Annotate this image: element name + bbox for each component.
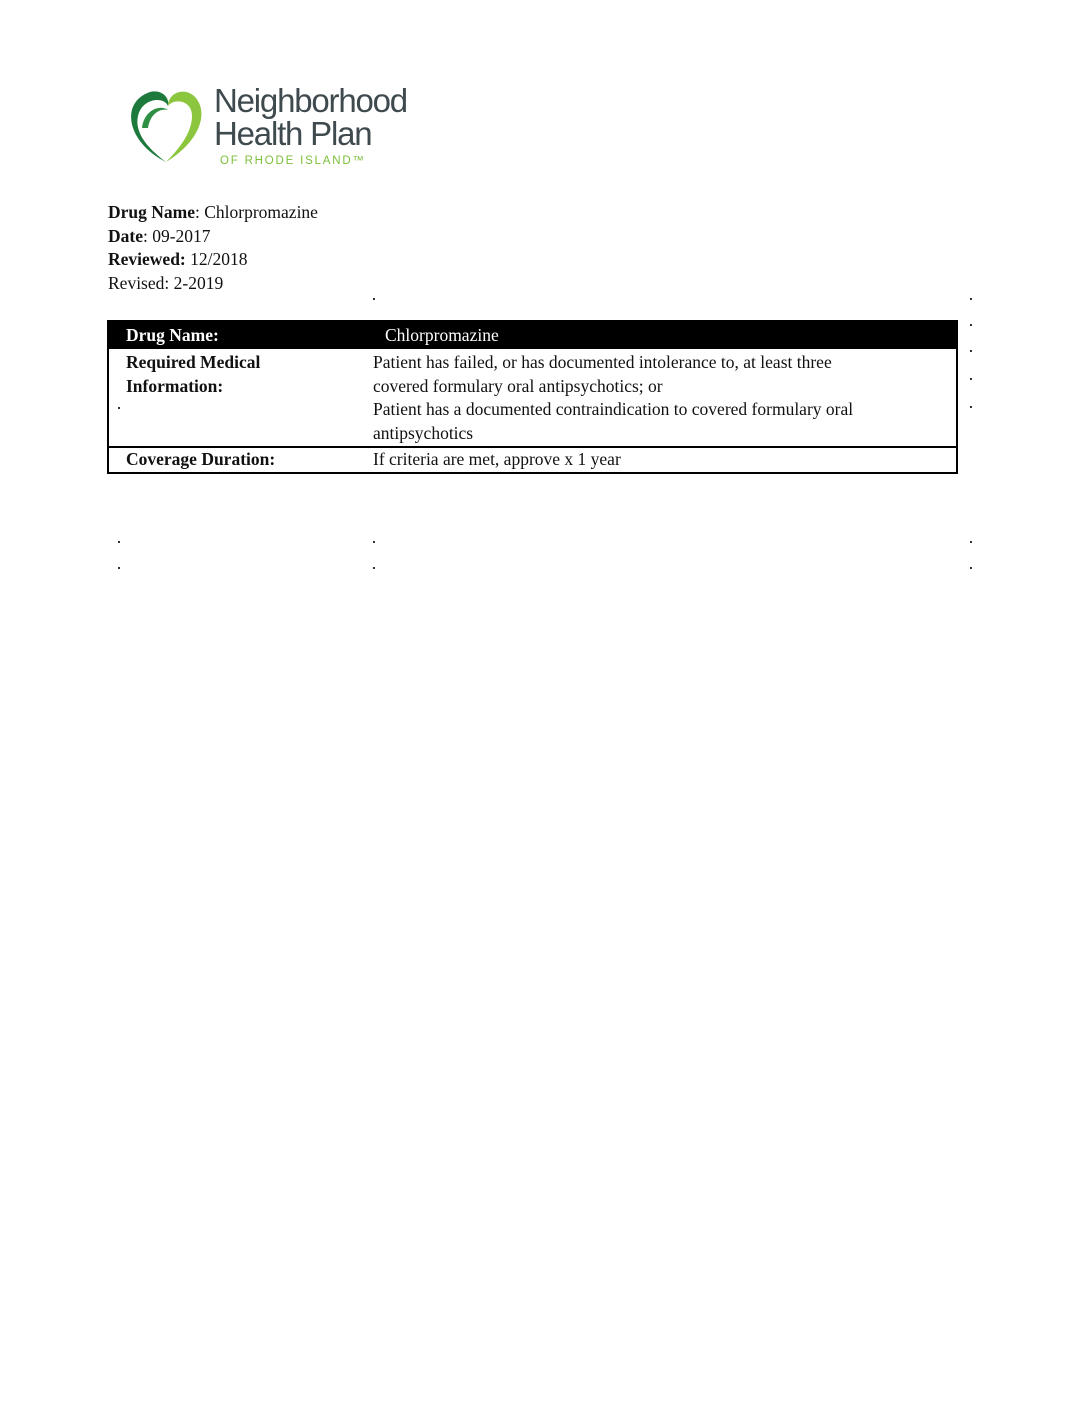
policy-table [107,320,958,474]
heart-swoosh-icon [120,80,212,172]
scan-dot [373,298,375,300]
logo-wordmark [214,84,407,167]
meta-date [108,225,318,249]
scan-dot [373,541,375,543]
scan-dot [970,406,972,408]
nhp-logo [120,80,420,175]
scan-dot [970,324,972,326]
meta-drug-name-value: : Chlorpromazine [195,202,318,222]
meta-reviewed [108,248,318,272]
header-label: Drug Name: [108,321,373,349]
criteria-2-line-b: antipsychotics [373,422,474,443]
criteria-2-line-a: Patient has a documented contraindication to covered formulary oral [373,399,854,419]
table-header-row [108,321,957,349]
scan-dot [970,378,972,380]
required-info-label [108,349,373,447]
header-drug-value: Chlorpromazine [373,321,957,349]
scan-dot [118,541,120,543]
scan-dot [970,298,972,300]
meta-revised: Revised: 2-2019 [108,272,224,293]
required-info-label-line2: Information: [126,375,224,396]
logo-line-1: Neighborhood [214,82,407,119]
meta-date-value: : 09-2017 [142,225,211,246]
scan-dot [118,567,120,569]
scan-dot [970,567,972,569]
criteria-1-line-b: covered formulary oral antipsychotics; or [373,375,663,396]
scan-dot [373,567,375,569]
meta-drug-name-label: Drug Name [108,202,195,222]
coverage-label: Coverage Duration: [108,447,373,473]
table-row-coverage [108,447,957,473]
required-info-criteria [373,349,957,447]
document-meta [108,201,318,295]
scan-dot [970,350,972,352]
required-info-label-line1: Required Medical [126,352,261,372]
coverage-value: If criteria are met, approve x 1 year [373,447,957,473]
criteria-1-line-a: Patient has failed, or has documented intolerance to, at least three [373,352,832,372]
meta-reviewed-value: 12/2018 [185,249,248,269]
meta-reviewed-label: Reviewed: [108,249,186,269]
table-row-required-info [108,349,957,447]
meta-date-label: Date [108,225,143,246]
meta-drug-name [108,201,318,225]
logo-line-2: Health Plan [214,115,372,152]
scan-dot [970,541,972,543]
logo-line-3: OF RHODE ISLAND™ [220,155,366,167]
